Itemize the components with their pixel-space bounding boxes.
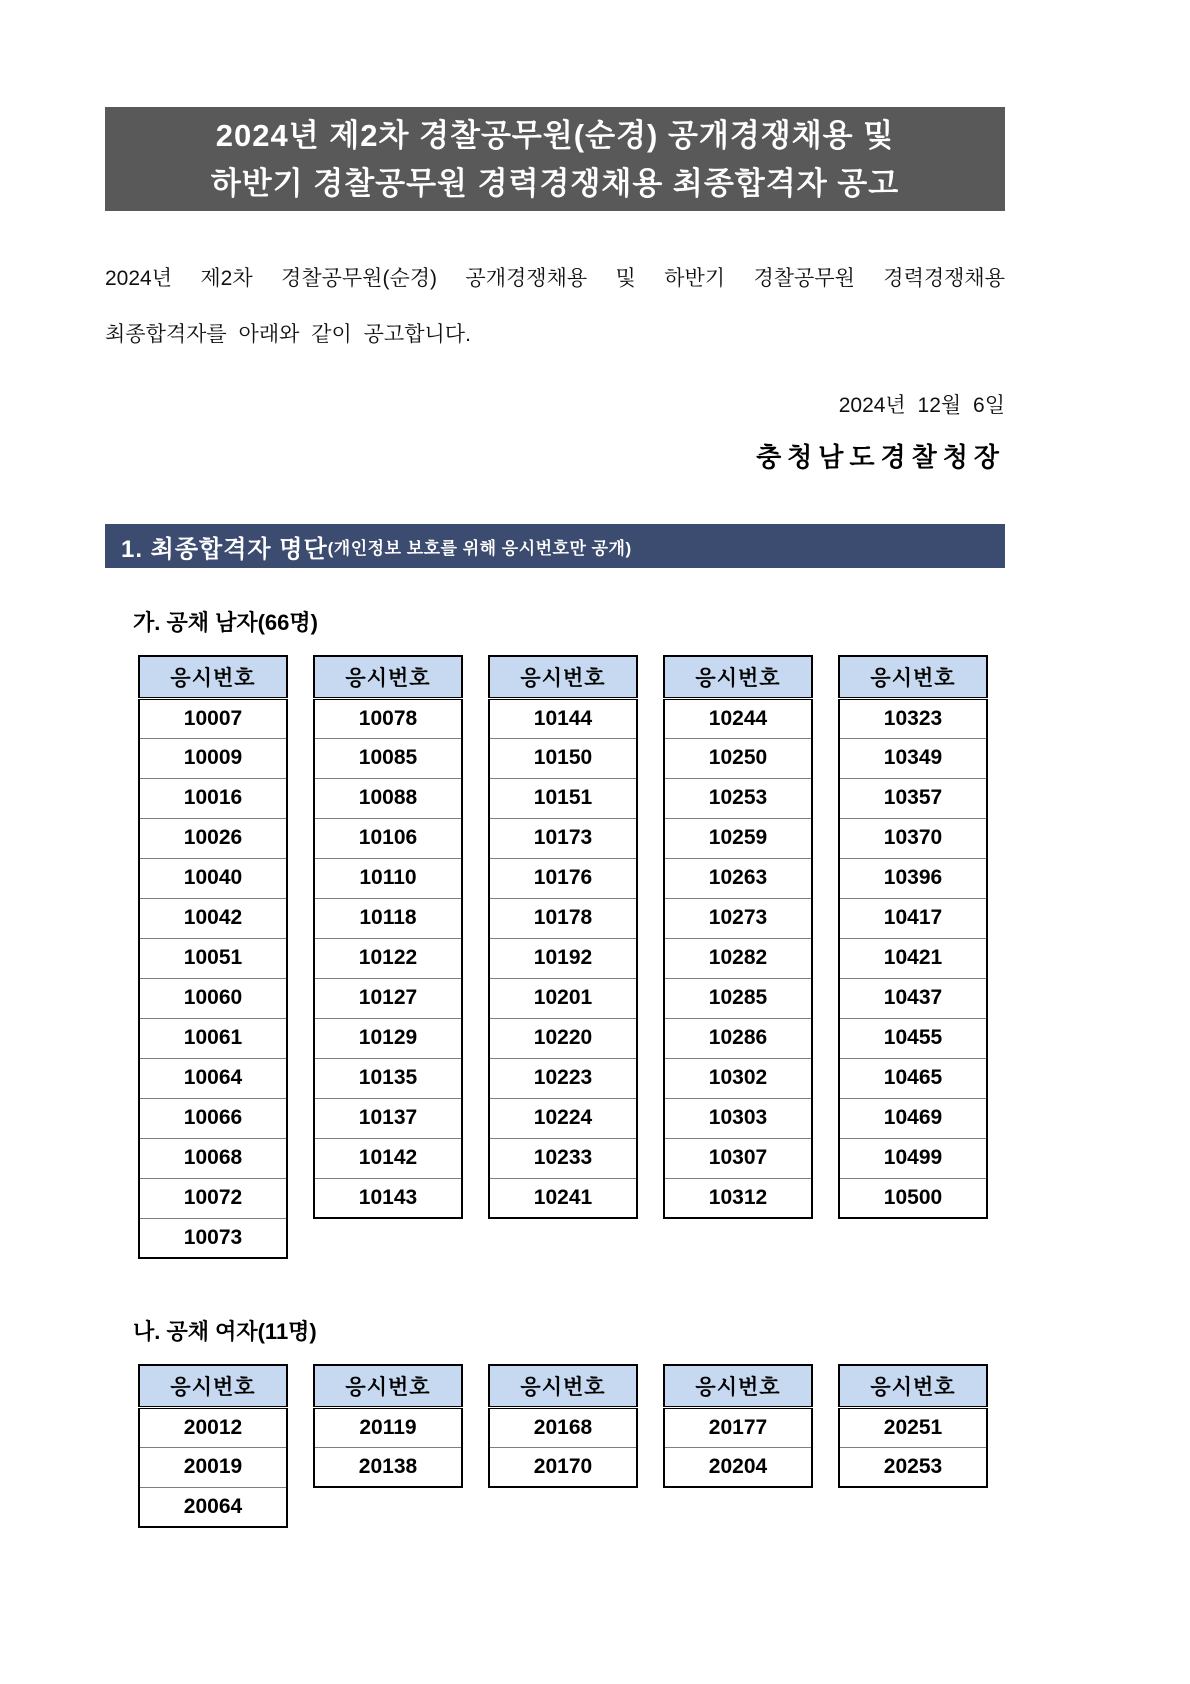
table-row	[839, 1018, 987, 1058]
exam-number-cell: 10259	[664, 818, 812, 858]
table-row	[139, 738, 287, 778]
exam-number-cell: 10253	[664, 778, 812, 818]
table-row	[489, 778, 637, 818]
exam-number-cell: 20177	[664, 1407, 812, 1447]
exam-number-cell: 10129	[314, 1018, 462, 1058]
exam-number-cell: 20138	[314, 1447, 462, 1487]
title-banner	[105, 107, 1005, 211]
exam-number-cell: 10061	[139, 1018, 287, 1058]
table-row	[839, 898, 987, 938]
exam-number-cell: 10499	[839, 1138, 987, 1178]
table-row	[489, 1178, 637, 1218]
table-row	[139, 1018, 287, 1058]
exam-number-cell: 10085	[314, 738, 462, 778]
female-group-subtitle: 나. 공채 여자(11명)	[133, 1319, 317, 1344]
table-row	[489, 898, 637, 938]
table-row	[839, 1098, 987, 1138]
exam-number-cell: 10263	[664, 858, 812, 898]
table-row	[314, 1098, 462, 1138]
table-row	[489, 1447, 637, 1487]
exam-number-column-header: 응시번호	[839, 656, 987, 698]
exam-number-cell: 10106	[314, 818, 462, 858]
exam-number-cell: 10078	[314, 698, 462, 738]
table-row	[664, 978, 812, 1018]
exam-number-cell: 10323	[839, 698, 987, 738]
exam-number-table	[663, 1364, 813, 1488]
exam-number-cell: 10417	[839, 898, 987, 938]
table-row	[139, 1218, 287, 1258]
table-row	[839, 818, 987, 858]
exam-number-cell: 10060	[139, 978, 287, 1018]
table-row	[489, 1018, 637, 1058]
exam-number-cell: 10016	[139, 778, 287, 818]
table-row	[664, 1407, 812, 1447]
exam-number-cell: 10144	[489, 698, 637, 738]
exam-number-cell: 10176	[489, 858, 637, 898]
intro-line-1: 2024년 제2차 경찰공무원(순경) 공개경쟁채용 및 하반기 경찰공무원 경력경쟁채용	[105, 267, 1005, 290]
exam-number-cell: 10455	[839, 1018, 987, 1058]
exam-number-cell: 10201	[489, 978, 637, 1018]
section-heading: 1. 최종합격자 명단	[121, 535, 328, 563]
male-group-subtitle: 가. 공채 남자(66명)	[133, 610, 318, 635]
exam-number-cell: 10192	[489, 938, 637, 978]
table-row	[664, 1138, 812, 1178]
exam-number-table	[488, 1364, 638, 1488]
exam-number-cell: 10273	[664, 898, 812, 938]
exam-number-cell: 10143	[314, 1178, 462, 1218]
table-row	[664, 778, 812, 818]
table-row	[664, 938, 812, 978]
table-row	[489, 698, 637, 738]
exam-number-table	[138, 655, 288, 1259]
table-row	[139, 1098, 287, 1138]
exam-number-cell: 10357	[839, 778, 987, 818]
exam-number-cell: 20253	[839, 1447, 987, 1487]
exam-number-cell: 10127	[314, 978, 462, 1018]
table-row	[839, 1178, 987, 1218]
exam-number-cell: 10286	[664, 1018, 812, 1058]
exam-number-cell: 10072	[139, 1178, 287, 1218]
table-row	[139, 698, 287, 738]
exam-number-cell: 10282	[664, 938, 812, 978]
page-content	[105, 107, 1005, 1528]
exam-number-cell: 10220	[489, 1018, 637, 1058]
exam-number-cell: 20012	[139, 1407, 287, 1447]
table-row	[664, 898, 812, 938]
table-row	[489, 858, 637, 898]
table-row	[139, 1178, 287, 1218]
exam-number-cell: 10241	[489, 1178, 637, 1218]
table-row	[314, 698, 462, 738]
table-row	[314, 938, 462, 978]
exam-number-table	[138, 1364, 288, 1528]
table-row	[314, 898, 462, 938]
table-row	[314, 1018, 462, 1058]
table-row	[664, 858, 812, 898]
intro-line-2: 최종합격자를 아래와 같이 공고합니다.	[105, 323, 471, 346]
exam-number-cell: 10500	[839, 1178, 987, 1218]
exam-number-cell: 10066	[139, 1098, 287, 1138]
table-row	[139, 1447, 287, 1487]
exam-number-table	[838, 655, 988, 1219]
table-row	[839, 938, 987, 978]
table-row	[489, 1098, 637, 1138]
exam-number-cell: 10396	[839, 858, 987, 898]
exam-number-table	[488, 655, 638, 1219]
exam-number-cell: 10088	[314, 778, 462, 818]
table-row	[314, 818, 462, 858]
exam-number-cell: 10178	[489, 898, 637, 938]
exam-number-cell: 20168	[489, 1407, 637, 1447]
exam-number-cell: 10437	[839, 978, 987, 1018]
exam-number-cell: 10223	[489, 1058, 637, 1098]
exam-number-column-header: 응시번호	[664, 1365, 812, 1407]
table-row	[664, 1178, 812, 1218]
title-line-1: 2024년 제2차 경찰공무원(순경) 공개경쟁채용 및	[215, 118, 895, 153]
exam-number-cell: 10110	[314, 858, 462, 898]
exam-number-cell: 10007	[139, 698, 287, 738]
exam-number-cell: 10370	[839, 818, 987, 858]
exam-number-column-header: 응시번호	[489, 1365, 637, 1407]
exam-number-cell: 10151	[489, 778, 637, 818]
table-row	[839, 738, 987, 778]
exam-number-cell: 10118	[314, 898, 462, 938]
section-heading-note: (개인정보 보호를 위해 응시번호만 공개)	[327, 538, 632, 558]
exam-number-cell: 20251	[839, 1407, 987, 1447]
table-row	[839, 858, 987, 898]
exam-number-cell: 20204	[664, 1447, 812, 1487]
table-row	[314, 778, 462, 818]
exam-number-cell: 20064	[139, 1487, 287, 1527]
exam-number-column-header: 응시번호	[664, 656, 812, 698]
announcement-date: 2024년 12월 6일	[838, 394, 1005, 417]
title-line-2: 하반기 경찰공무원 경력경쟁채용 최종합격자 공고	[210, 166, 900, 201]
table-row	[839, 1407, 987, 1447]
table-row	[314, 858, 462, 898]
exam-number-cell: 10009	[139, 738, 287, 778]
section-header-bar	[105, 524, 1005, 568]
exam-number-cell: 10233	[489, 1138, 637, 1178]
exam-number-cell: 10469	[839, 1098, 987, 1138]
table-row	[314, 1178, 462, 1218]
table-row	[314, 1447, 462, 1487]
exam-number-table	[313, 655, 463, 1219]
table-row	[139, 898, 287, 938]
table-row	[489, 1058, 637, 1098]
exam-number-cell: 10142	[314, 1138, 462, 1178]
table-row	[839, 778, 987, 818]
exam-number-cell: 20019	[139, 1447, 287, 1487]
table-row	[139, 1407, 287, 1447]
table-row	[489, 938, 637, 978]
exam-number-column-header: 응시번호	[839, 1365, 987, 1407]
exam-number-cell: 10150	[489, 738, 637, 778]
table-row	[839, 1138, 987, 1178]
exam-number-cell: 10073	[139, 1218, 287, 1258]
table-row	[489, 818, 637, 858]
male-tables-row	[138, 655, 1005, 1259]
exam-number-cell: 10135	[314, 1058, 462, 1098]
table-row	[314, 1407, 462, 1447]
exam-number-cell: 10250	[664, 738, 812, 778]
table-row	[139, 938, 287, 978]
table-row	[664, 738, 812, 778]
exam-number-cell: 10042	[139, 898, 287, 938]
table-row	[139, 818, 287, 858]
exam-number-column-header: 응시번호	[139, 1365, 287, 1407]
table-row	[139, 778, 287, 818]
table-row	[664, 1447, 812, 1487]
exam-number-cell: 10244	[664, 698, 812, 738]
exam-number-column-header: 응시번호	[314, 656, 462, 698]
table-row	[839, 1447, 987, 1487]
table-row	[139, 1058, 287, 1098]
exam-number-column-header: 응시번호	[139, 656, 287, 698]
exam-number-cell: 10064	[139, 1058, 287, 1098]
table-row	[139, 1138, 287, 1178]
table-row	[839, 1058, 987, 1098]
exam-number-cell: 10349	[839, 738, 987, 778]
exam-number-table	[663, 655, 813, 1219]
exam-number-cell: 10051	[139, 938, 287, 978]
exam-number-column-header: 응시번호	[314, 1365, 462, 1407]
table-row	[314, 1058, 462, 1098]
exam-number-cell: 20170	[489, 1447, 637, 1487]
table-row	[139, 1487, 287, 1527]
table-row	[139, 858, 287, 898]
exam-number-cell: 10040	[139, 858, 287, 898]
female-tables-row	[138, 1364, 1005, 1528]
table-row	[664, 1058, 812, 1098]
table-row	[489, 978, 637, 1018]
exam-number-table	[313, 1364, 463, 1488]
exam-number-cell: 10303	[664, 1098, 812, 1138]
exam-number-cell: 10285	[664, 978, 812, 1018]
table-row	[664, 1018, 812, 1058]
table-row	[839, 698, 987, 738]
exam-number-cell: 10421	[839, 938, 987, 978]
table-row	[489, 1407, 637, 1447]
exam-number-cell: 10068	[139, 1138, 287, 1178]
intro-paragraph	[105, 251, 1005, 363]
exam-number-cell: 10122	[314, 938, 462, 978]
table-row	[664, 1098, 812, 1138]
exam-number-cell: 10307	[664, 1138, 812, 1178]
exam-number-cell: 10302	[664, 1058, 812, 1098]
issuer-signature: 충청남도경찰청장	[756, 442, 1005, 472]
exam-number-cell: 10312	[664, 1178, 812, 1218]
table-row	[489, 1138, 637, 1178]
exam-number-cell: 10026	[139, 818, 287, 858]
table-row	[489, 738, 637, 778]
exam-number-column-header: 응시번호	[489, 656, 637, 698]
exam-number-cell: 10137	[314, 1098, 462, 1138]
exam-number-cell: 10173	[489, 818, 637, 858]
table-row	[314, 978, 462, 1018]
table-row	[314, 1138, 462, 1178]
exam-number-cell: 10224	[489, 1098, 637, 1138]
table-row	[839, 978, 987, 1018]
table-row	[314, 738, 462, 778]
table-row	[139, 978, 287, 1018]
exam-number-cell: 10465	[839, 1058, 987, 1098]
table-row	[664, 818, 812, 858]
exam-number-cell: 20119	[314, 1407, 462, 1447]
exam-number-table	[838, 1364, 988, 1488]
table-row	[664, 698, 812, 738]
